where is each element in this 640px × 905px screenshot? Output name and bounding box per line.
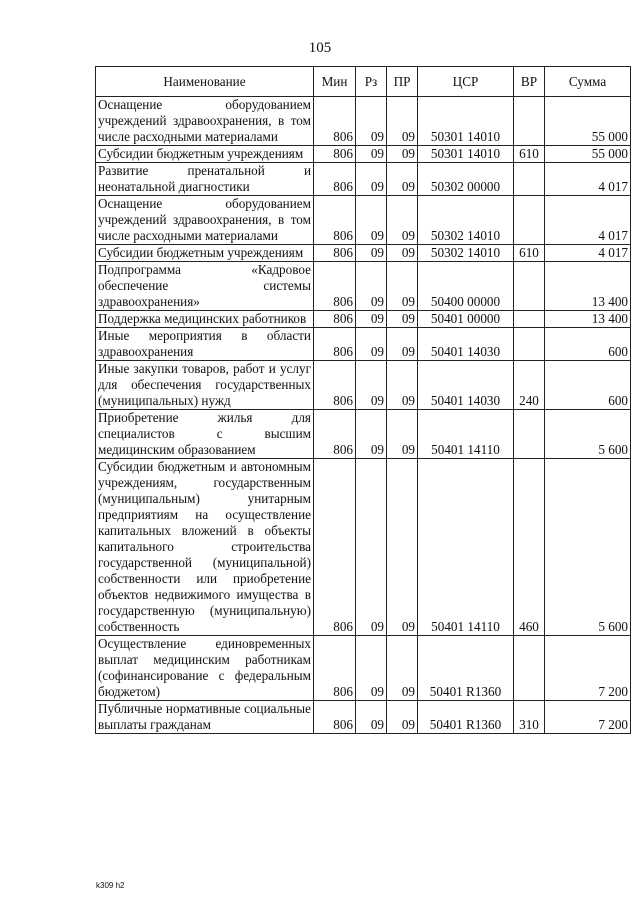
cell-csr: 50401 00000 [418, 311, 514, 328]
cell-sum: 4 017 [545, 196, 631, 245]
cell-sum: 13 400 [545, 262, 631, 311]
cell-min: 806 [314, 328, 356, 361]
cell-csr: 50302 00000 [418, 163, 514, 196]
cell-sum: 4 017 [545, 245, 631, 262]
table-row [96, 328, 631, 361]
table-header-row [96, 67, 631, 97]
cell-pr: 09 [387, 196, 418, 245]
cell-vr: 460 [514, 459, 545, 636]
cell-min: 806 [314, 636, 356, 701]
page-number: 105 [308, 40, 332, 56]
cell-rz: 09 [356, 245, 387, 262]
cell-rz: 09 [356, 636, 387, 701]
cell-vr: 610 [514, 245, 545, 262]
table-row [96, 459, 631, 636]
cell-sum: 5 600 [545, 459, 631, 636]
cell-rz: 09 [356, 262, 387, 311]
footer-code: k309 h2 [96, 881, 125, 890]
cell-vr [514, 636, 545, 701]
cell-vr [514, 163, 545, 196]
header-pr: ПР [387, 67, 418, 97]
table-row [96, 410, 631, 459]
cell-name: Поддержка медицинских работников [96, 311, 314, 328]
cell-pr: 09 [387, 328, 418, 361]
cell-csr: 50401 14110 [418, 459, 514, 636]
cell-rz: 09 [356, 311, 387, 328]
table-row [96, 196, 631, 245]
cell-rz: 09 [356, 163, 387, 196]
cell-pr: 09 [387, 459, 418, 636]
cell-pr: 09 [387, 311, 418, 328]
cell-sum: 7 200 [545, 701, 631, 734]
cell-csr: 50302 14010 [418, 196, 514, 245]
table-row [96, 361, 631, 410]
cell-name: Иные закупки товаров, работ и услуг для обеспечения государственных (муниципальных) нужд [96, 361, 314, 410]
cell-csr: 50401 14030 [418, 328, 514, 361]
header-min: Мин [314, 67, 356, 97]
cell-name: Субсидии бюджетным и автономным учреждениям, государственным (муниципальным) унитарным предприятиям на осуществление капитальных вложений в объекты капитального строительства государственной (муниципальной) собственности или приобретение объектов недвижимого имущества в государственную (муниципальную) собственность [96, 459, 314, 636]
cell-min: 806 [314, 245, 356, 262]
table-row [96, 701, 631, 734]
cell-name: Подпрограмма «Кадровое обеспечение системы здравоохранения» [96, 262, 314, 311]
cell-pr: 09 [387, 163, 418, 196]
cell-pr: 09 [387, 701, 418, 734]
cell-min: 806 [314, 196, 356, 245]
cell-pr: 09 [387, 146, 418, 163]
cell-name: Оснащение оборудованием учреждений здравоохранения, в том числе расходными материалами [96, 196, 314, 245]
table-row [96, 146, 631, 163]
cell-min: 806 [314, 97, 356, 146]
cell-name: Субсидии бюджетным учреждениям [96, 146, 314, 163]
cell-sum: 5 600 [545, 410, 631, 459]
header-vr: ВР [514, 67, 545, 97]
cell-min: 806 [314, 163, 356, 196]
table-row [96, 245, 631, 262]
cell-rz: 09 [356, 146, 387, 163]
cell-rz: 09 [356, 361, 387, 410]
header-sum: Сумма [545, 67, 631, 97]
cell-csr: 50401 R1360 [418, 701, 514, 734]
cell-rz: 09 [356, 196, 387, 245]
cell-sum: 55 000 [545, 146, 631, 163]
cell-rz: 09 [356, 410, 387, 459]
header-name: Наименование [96, 67, 314, 97]
header-rz: Рз [356, 67, 387, 97]
table-row [96, 262, 631, 311]
cell-vr [514, 311, 545, 328]
cell-name: Приобретение жилья для специалистов с высшим медицинским образованием [96, 410, 314, 459]
cell-rz: 09 [356, 459, 387, 636]
cell-csr: 50401 14110 [418, 410, 514, 459]
cell-pr: 09 [387, 410, 418, 459]
cell-sum: 13 400 [545, 311, 631, 328]
cell-vr [514, 328, 545, 361]
cell-csr: 50401 R1360 [418, 636, 514, 701]
cell-csr: 50401 14030 [418, 361, 514, 410]
budget-table [95, 66, 631, 734]
table-row [96, 163, 631, 196]
cell-pr: 09 [387, 262, 418, 311]
cell-name: Субсидии бюджетным учреждениям [96, 245, 314, 262]
cell-vr: 610 [514, 146, 545, 163]
cell-vr: 310 [514, 701, 545, 734]
cell-pr: 09 [387, 361, 418, 410]
cell-name: Осуществление единовременных выплат медицинским работникам (софинансирование с федеральным бюджетом) [96, 636, 314, 701]
cell-min: 806 [314, 311, 356, 328]
table-row [96, 636, 631, 701]
cell-csr: 50400 00000 [418, 262, 514, 311]
cell-vr [514, 196, 545, 245]
cell-vr: 240 [514, 361, 545, 410]
cell-min: 806 [314, 701, 356, 734]
cell-min: 806 [314, 459, 356, 636]
cell-name: Публичные нормативные социальные выплаты гражданам [96, 701, 314, 734]
cell-sum: 600 [545, 328, 631, 361]
cell-vr [514, 410, 545, 459]
cell-pr: 09 [387, 245, 418, 262]
cell-min: 806 [314, 410, 356, 459]
cell-csr: 50302 14010 [418, 245, 514, 262]
header-csr: ЦСР [418, 67, 514, 97]
cell-sum: 4 017 [545, 163, 631, 196]
cell-sum: 7 200 [545, 636, 631, 701]
cell-min: 806 [314, 262, 356, 311]
cell-min: 806 [314, 146, 356, 163]
cell-csr: 50301 14010 [418, 146, 514, 163]
cell-pr: 09 [387, 636, 418, 701]
cell-vr [514, 97, 545, 146]
cell-name: Развитие пренатальной и неонатальной диагностики [96, 163, 314, 196]
cell-rz: 09 [356, 328, 387, 361]
cell-name: Оснащение оборудованием учреждений здравоохранения, в том числе расходными материалами [96, 97, 314, 146]
cell-min: 806 [314, 361, 356, 410]
cell-sum: 600 [545, 361, 631, 410]
cell-rz: 09 [356, 97, 387, 146]
cell-rz: 09 [356, 701, 387, 734]
cell-vr [514, 262, 545, 311]
cell-pr: 09 [387, 97, 418, 146]
table-row [96, 97, 631, 146]
cell-sum: 55 000 [545, 97, 631, 146]
cell-csr: 50301 14010 [418, 97, 514, 146]
cell-name: Иные мероприятия в области здравоохранения [96, 328, 314, 361]
table-row [96, 311, 631, 328]
